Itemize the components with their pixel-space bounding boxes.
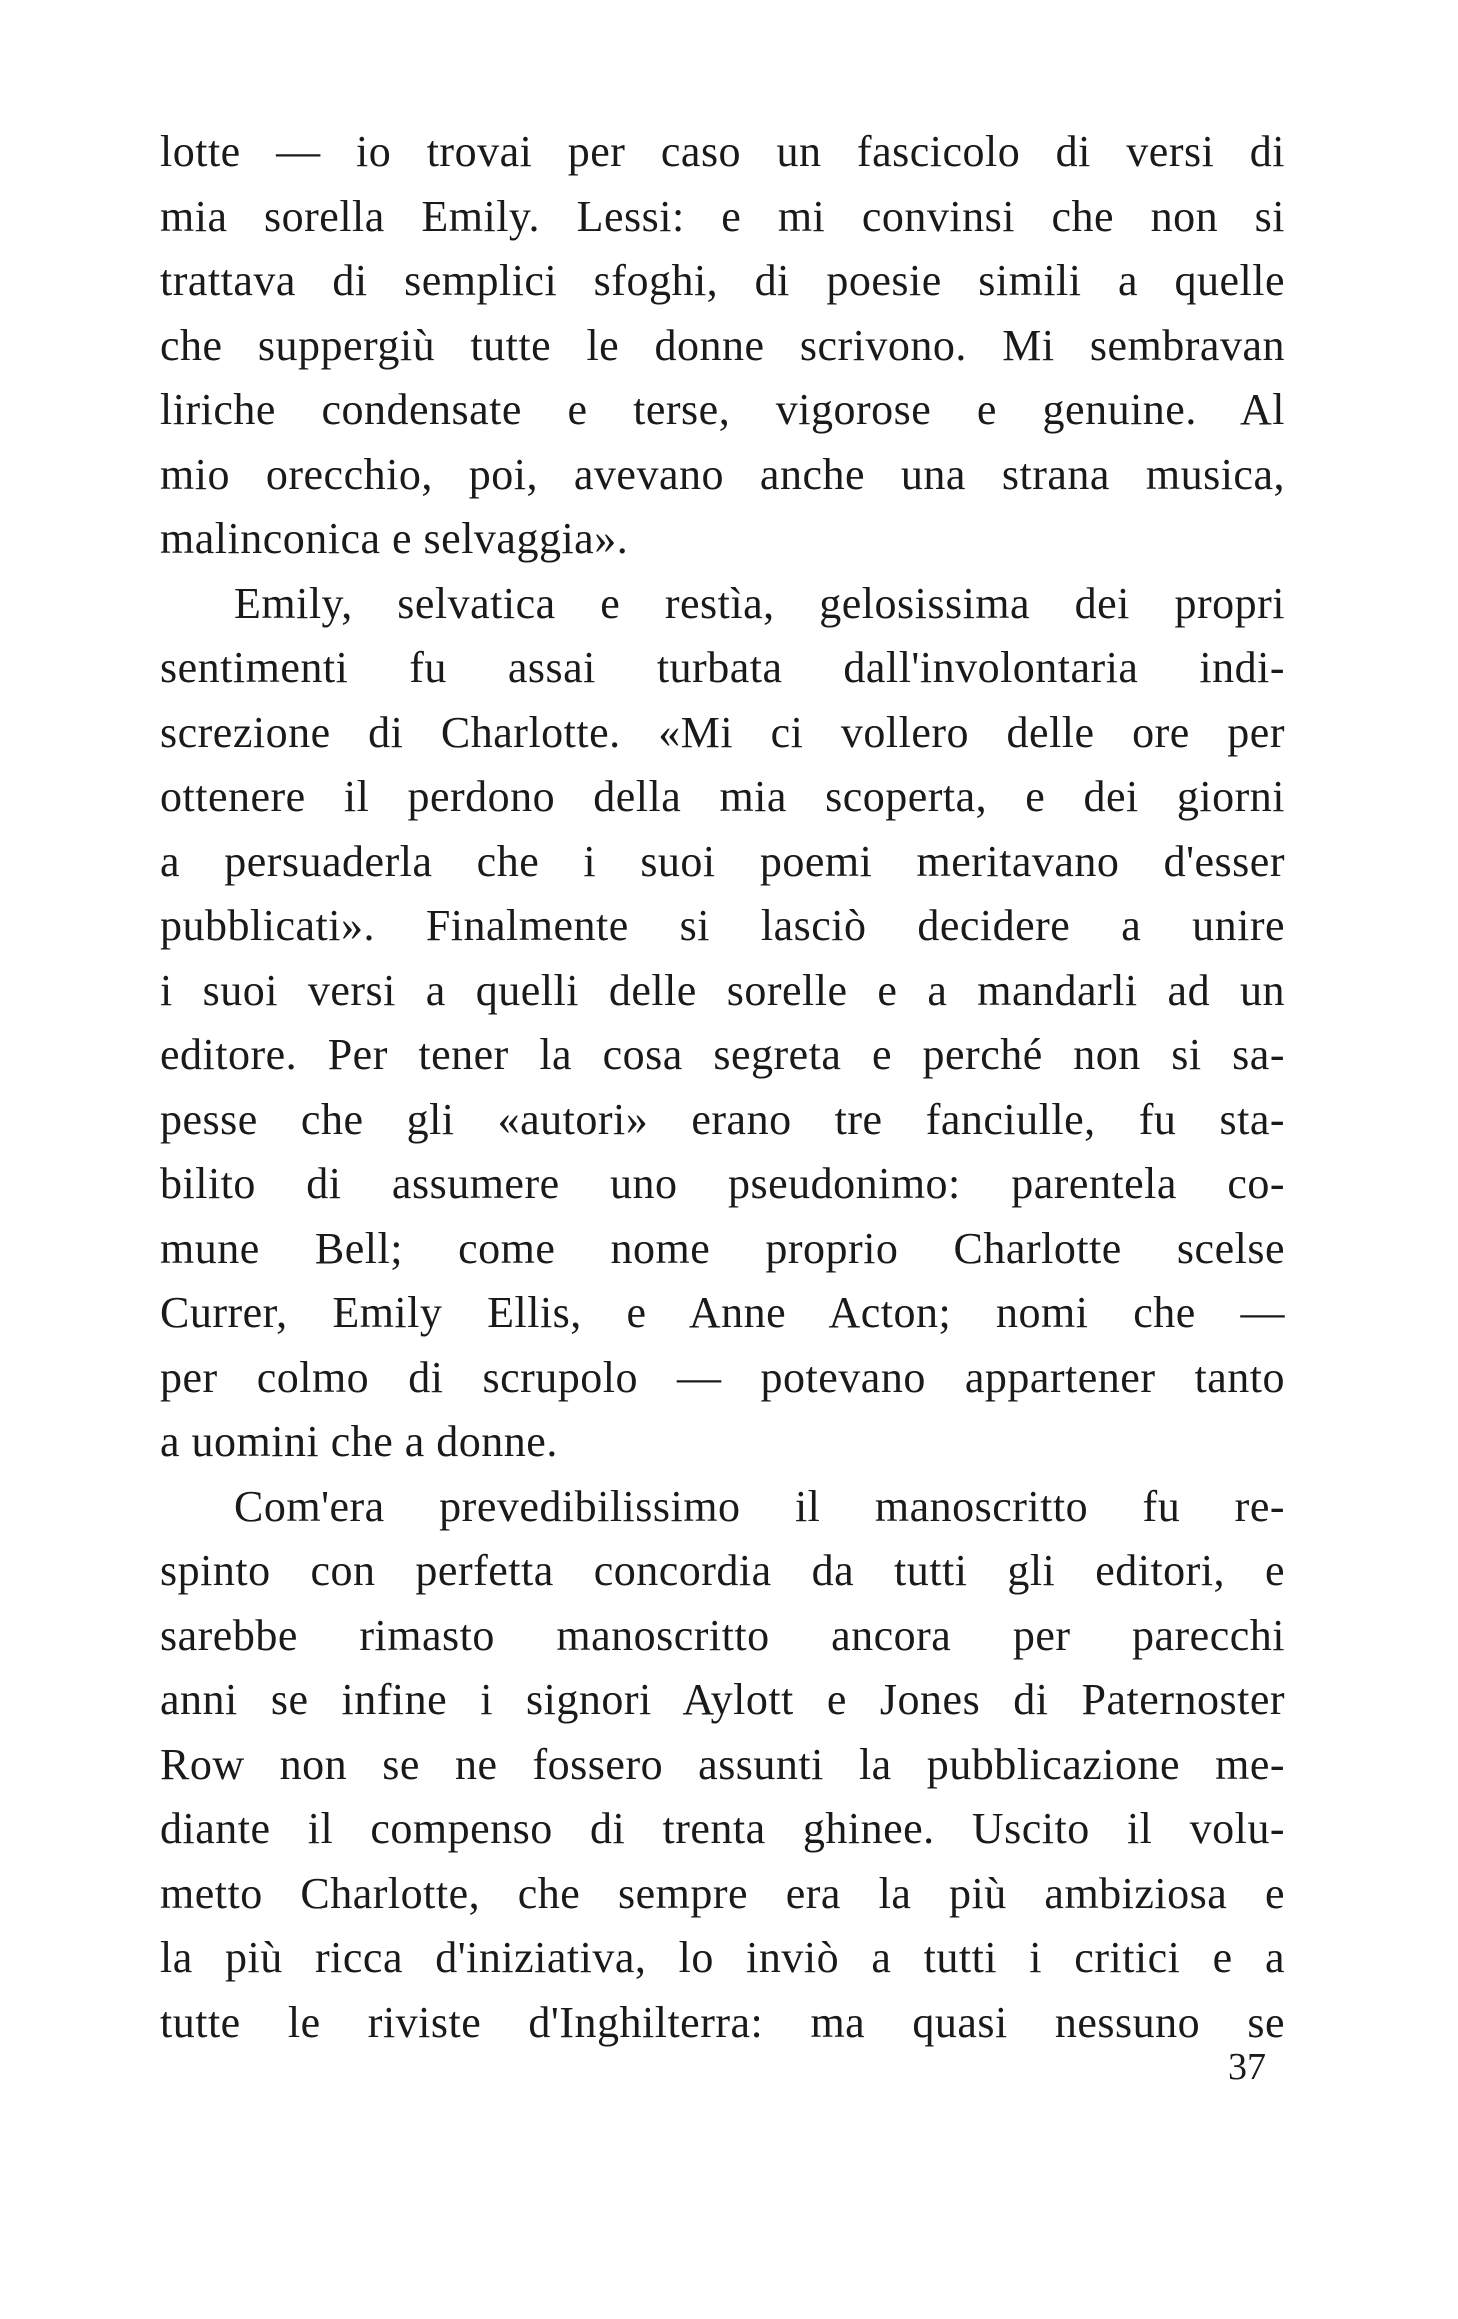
- text-line: sarebbe rimasto manoscritto ancora per parecchi: [160, 1610, 1285, 1660]
- text-line: bilito di assumere uno pseudonimo: parentela co-: [160, 1159, 1285, 1208]
- text-line: trattava di semplici sfoghi, di poesie simili a quelle: [160, 256, 1285, 305]
- text-line: i suoi versi a quelli delle sorelle e a mandarli ad un: [160, 965, 1285, 1015]
- text-line: a uomini che a donne.: [160, 1417, 558, 1466]
- text-line: tutte le riviste d'Inghilterra: ma quasi nessuno se: [160, 1997, 1285, 2047]
- text-line: metto Charlotte, che sempre era la più ambiziosa e: [160, 1868, 1285, 1918]
- text-line: diante il compenso di trenta ghinee. Uscito il volu-: [160, 1804, 1285, 1853]
- text-line: sentimenti fu assai turbata dall'involontaria indi-: [160, 643, 1285, 692]
- text-line: anni se infine i signori Aylott e Jones di Paternoster: [160, 1675, 1285, 1724]
- text-line: screzione di Charlotte. «Mi ci vollero delle ore per: [160, 707, 1285, 757]
- text-line: la più ricca d'iniziativa, lo inviò a tutti i critici e a: [160, 1933, 1285, 1982]
- text-line: mio orecchio, poi, avevano anche una strana musica,: [160, 449, 1285, 499]
- text-line: liriche condensate e terse, vigorose e genuine. Al: [160, 385, 1285, 434]
- text-line: pubblicati». Finalmente si lasciò decidere a unire: [160, 901, 1285, 950]
- text-line: mia sorella Emily. Lessi: e mi convinsi che non si: [160, 191, 1285, 241]
- text-line: Emily, selvatica e restìa, gelosissima dei propri: [234, 578, 1285, 628]
- text-line: malinconica e selvaggia».: [160, 514, 629, 563]
- text-line: Row non se ne fossero assunti la pubblicazione me-: [160, 1739, 1285, 1789]
- text-line: mune Bell; come nome proprio Charlotte scelse: [160, 1223, 1285, 1273]
- text-line: Com'era prevedibilissimo il manoscritto fu re-: [234, 1481, 1285, 1531]
- text-line: editore. Per tener la cosa segreta e perché non si sa-: [160, 1030, 1285, 1079]
- text-line: a persuaderla che i suoi poemi meritavano d'esser: [160, 836, 1285, 886]
- text-line: Currer, Emily Ellis, e Anne Acton; nomi che —: [160, 1288, 1285, 1337]
- text-line: ottenere il perdono della mia scoperta, e dei giorni: [160, 772, 1285, 821]
- text-line: che suppergiù tutte le donne scrivono. Mi sembravan: [160, 320, 1285, 370]
- text-line: lotte — io trovai per caso un fascicolo di versi di: [160, 127, 1285, 176]
- body-text: [160, 120, 1285, 2055]
- text-line: per colmo di scrupolo — potevano appartener tanto: [160, 1352, 1285, 1402]
- text-line: spinto con perfetta concordia da tutti gli editori, e: [160, 1546, 1285, 1595]
- page-number: 37: [1228, 2046, 1266, 2088]
- text-line: pesse che gli «autori» erano tre fanciulle, fu sta-: [160, 1094, 1285, 1144]
